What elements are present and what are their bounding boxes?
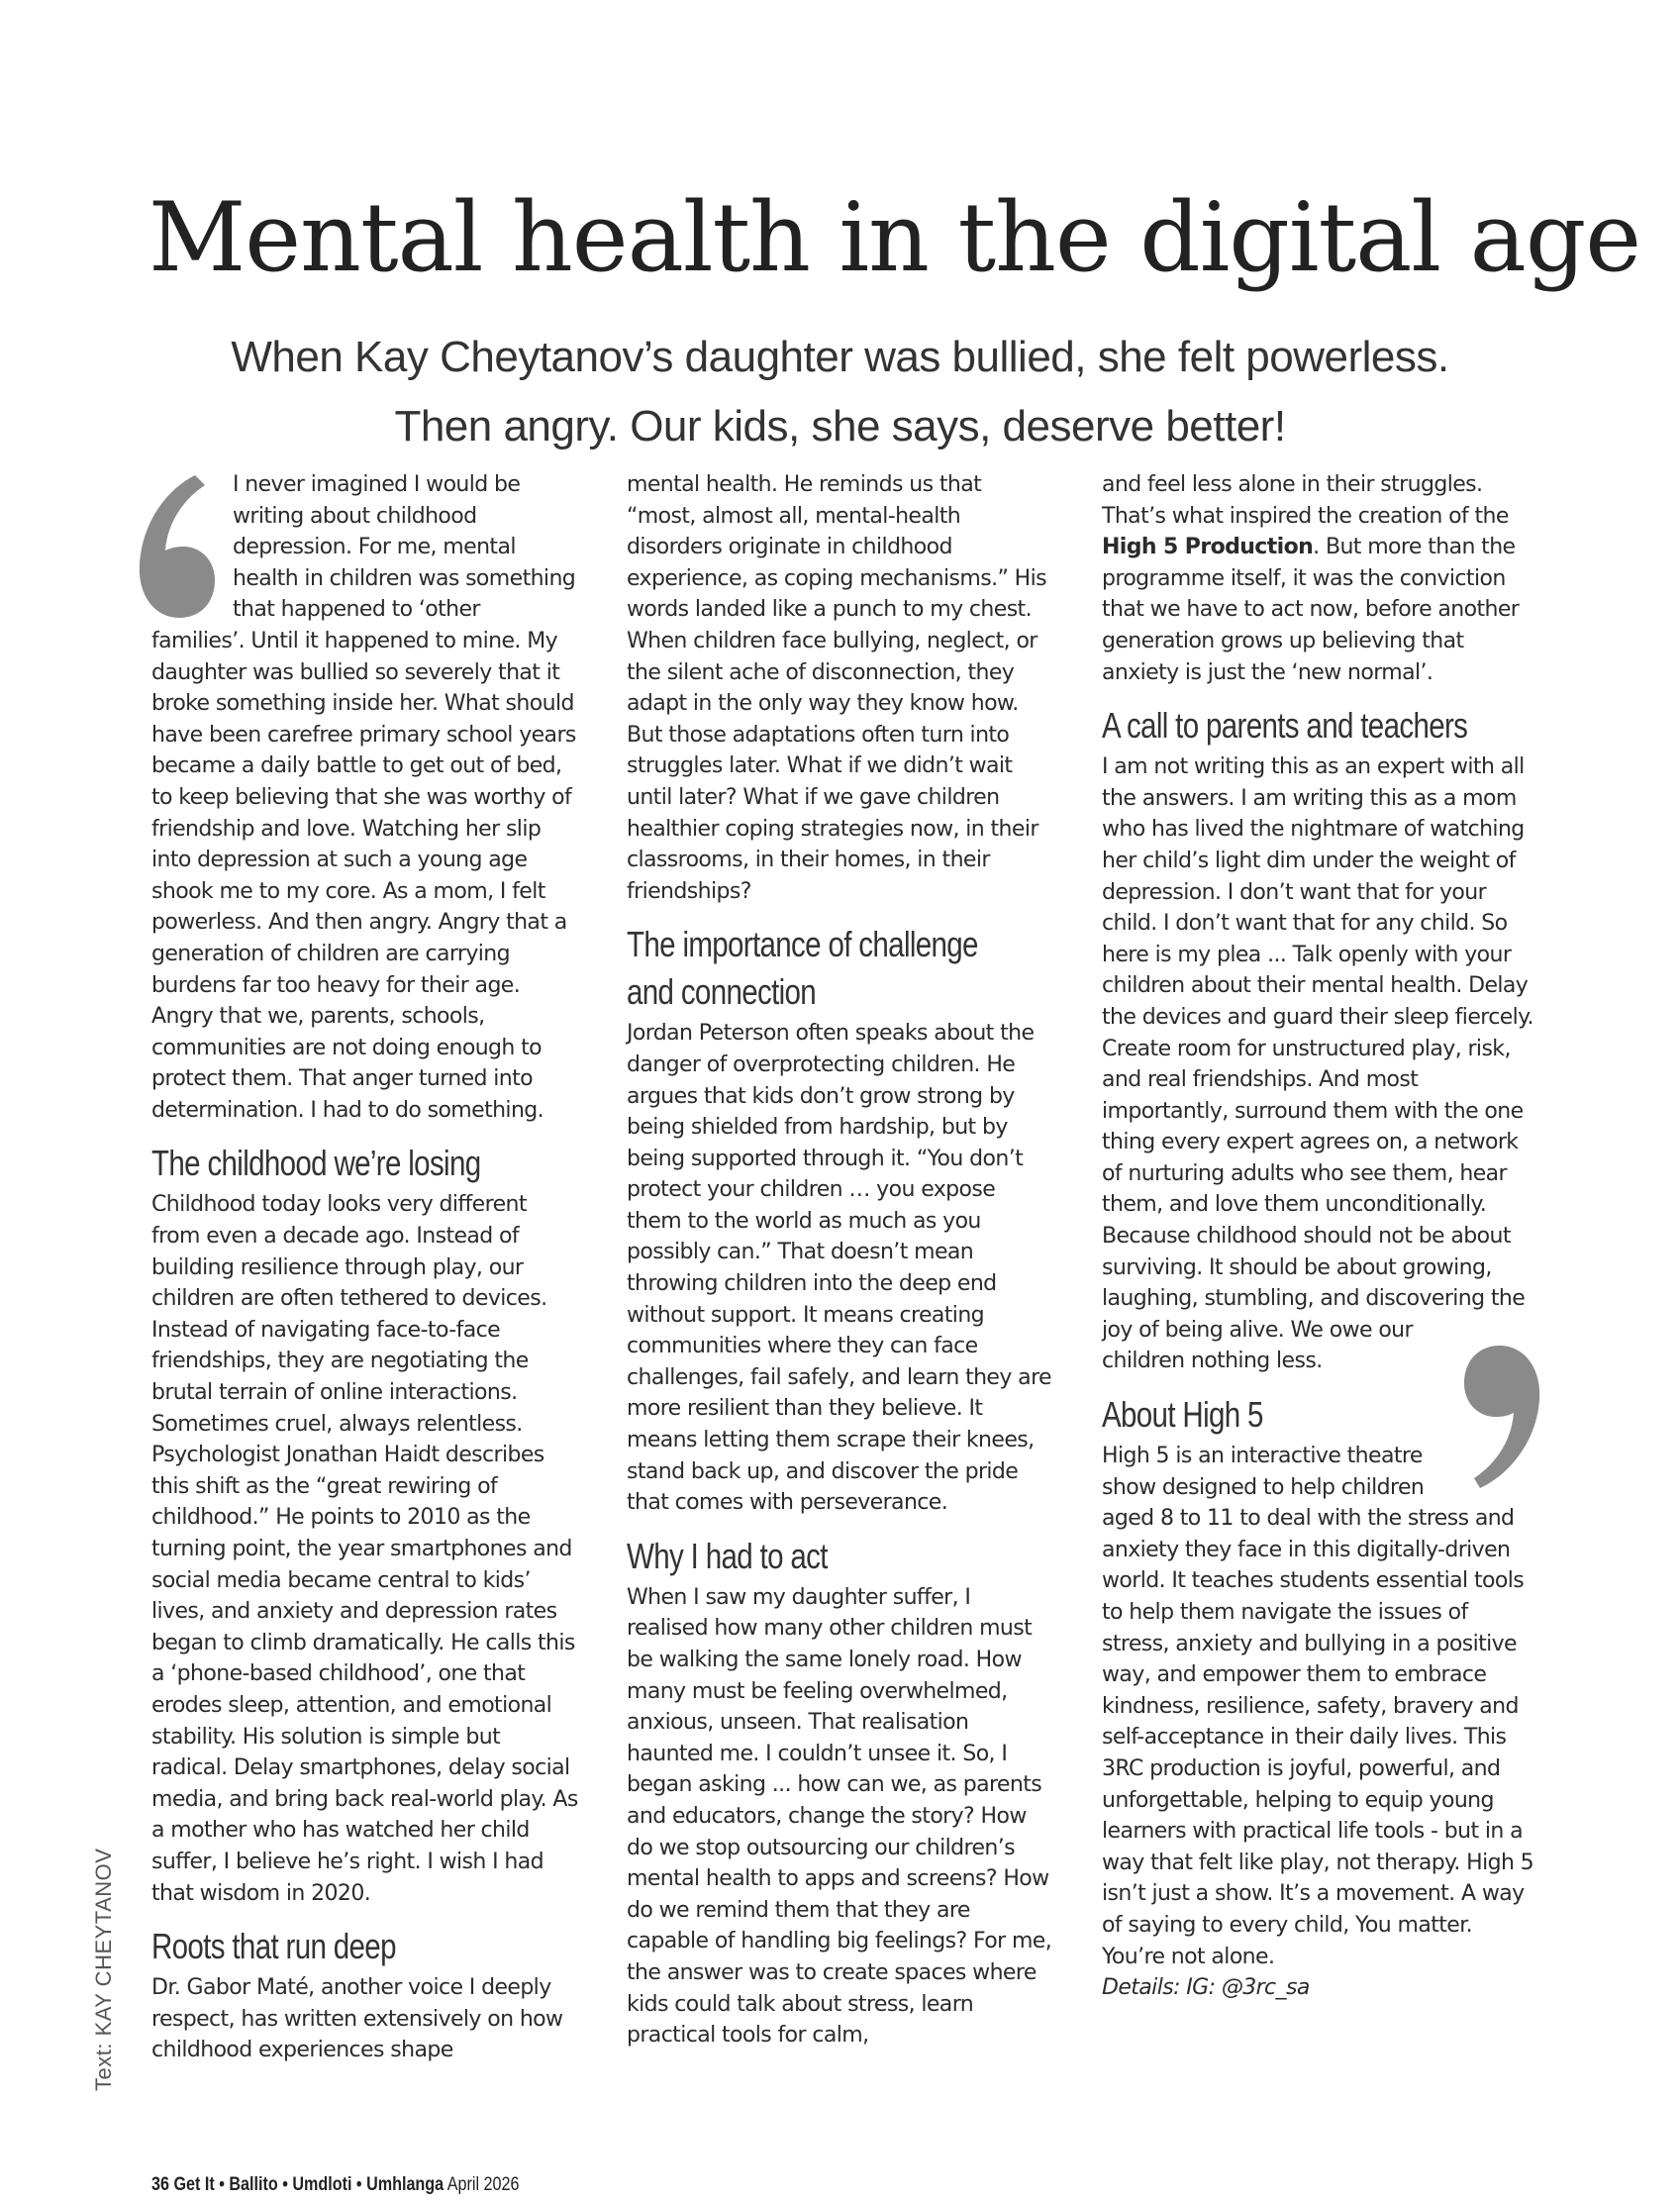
author-credit: Text: KAY CHEYTANOV [91,1848,116,2091]
paragraph-challenge: Jordan Peterson often speaks about the danger of overprotecting children. He argues that kids don’t grow strong by being shielded from hardship, but by being supported through it. “You don’t protect your children … you expose them to the world as much as you possibly can.” That doesn’t mean throwing children into the deep end without support. It means creating communities where they can face challenges, fail safely, and learn they are more resilient than they believe. It means letting them scrape their knees, stand back up, and discover the pride that comes with perseverance. [627,1021,1051,1516]
heading-challenge-line-1: The importance of challenge [627,924,978,965]
heading-challenge-line-2: and connection [627,971,817,1013]
article-column-1 [151,469,579,2066]
paragraph-childhood-losing: Childhood today looks very different from even a decade ago. Instead of building resilience through play, our children are often tethered to devices. Instead of navigating face-to-face friendships, they are negotiating the brutal terrain of online interactions. Sometimes cruel, always relentless. Psychologist Jonathan Haidt describes this shift as the “great rewiring of childhood.” He points to 2010 as the turning point, the year smartphones and social media became central to kids’ lives, and anxiety and depression rates began to climb dramatically. He calls this a ‘phone-based childhood’, one that erodes sleep, attention, and emotional stability. His solution is simple but radical. Delay smartphones, delay social media, and bring back real-world play. As a mother who has watched her child suffer, I believe he’s right. I wish I had that wisdom in 2020. [151,1192,578,1906]
page-number: 36 [151,2174,169,2195]
article-column-3 [1102,469,1537,2004]
paragraph-about-high5: High 5 is an interactive theatre show designed to help children aged 8 to 11 to deal with the stress and anxiety they face in this digitally-driven world. It teaches students essential tools to help them navigate the issues of stress, anxiety and bullying in a positive way, and empower them to embrace kindness, resilience, safety, bravery and self-acceptance in their daily lives. This 3RC production is joyful, powerful, and unforgettable, helping to equip young learners with practical life tools - but in a way that felt like play, not therapy. High 5 isn’t just a show. It’s a movement. A way of saying to every child, You matter. You’re not alone. [1102,1444,1534,1969]
paragraph-high5-part-a: and feel less alone in their struggles. That’s what inspired the creation of the [1102,472,1509,529]
heading-why-act: Why I had to act [627,1535,828,1576]
paragraph-why-act: When I saw my daughter suffer, I realised how many other children must be walking the same lonely road. How many must be feeling overwhelmed, anxious, unseen. That realisation haunted me. I couldn’t unsee it. So, I began asking ... how can we, as parents and educators, change the story? How do we stop outsourcing our children’s mental health to apps and screens? How do we remind them that they are capable of handling big feelings? For me, the answer was to create spaces where kids could talk about stress, learn practical tools for calm, [627,1584,1052,2049]
heading-call-to-parents: A call to parents and teachers [1102,705,1468,747]
article-subtitle-line-2: Then angry. Our kids, she says, deserve better! [394,402,1286,450]
details-instagram: Details: IG: @3rc_sa [1102,1975,1310,2001]
open-quote-icon [134,469,221,624]
paragraph-mate-continued: mental health. He reminds us that “most, almost all, mental-health disorders originate in childhood experience, as coping mechanisms.” His words landed like a punch to my chest. When children face bullying, neglect, or the silent ache of disconnection, they adapt in the only way they know how. But those adaptations often turn into struggles later. What if we didn’t wait until later? What if we gave children healthier coping strategies now, in their classrooms, in their homes, in their friendships? [627,472,1046,904]
heading-about-high5: About High 5 [1102,1394,1263,1436]
paragraph-high5-part-b: . But more than the programme itself, it was the conviction that we have to act now, before another generation grows up believing that anxiety is just the ‘new normal’. [1102,535,1520,685]
publication-regions: • Ballito • Umdloti • Umhlanga [219,2174,445,2195]
heading-childhood-losing: The childhood we’re losing [151,1143,481,1184]
close-quote-icon [1450,1340,1547,1494]
article-column-2 [627,469,1054,2052]
publication-name: Get It [173,2174,215,2195]
paragraph-high5-continued [1102,469,1537,688]
high5-production-name: High 5 Production [1102,535,1314,560]
paragraph-roots: Dr. Gabor Maté, another voice I deeply respect, has written extensively on how childhood experiences shape [151,1975,563,2063]
page-footer [151,2174,519,2196]
heading-roots: Roots that run deep [151,1926,396,1967]
article-subtitle-line-1: When Kay Cheytanov’s daughter was bullied, she felt powerless. [231,333,1449,381]
intro-paragraph: I never imagined I would be writing about childhood depression. For me, mental health in children was something that happened to ‘other families’. Until it happened to mine. My daughter was bullied so severely that it broke something inside her. What should have been carefree primary school years became a daily battle to get out of bed, to keep believing that she was worthy of friendship and love. Watching her slip into depression at such a young age shook me to my core. As a mom, I felt powerless. And then angry. Angry that a generation of children are carrying burdens far too heavy for their age. Angry that we, parents, schools, communities are not doing enough to protect them. That anger turned into determination. I had to do something. [151,472,576,1123]
publication-date: April 2026 [446,2174,520,2195]
article-title: Mental health in the digital age [148,182,1641,293]
paragraph-call-text: I am not writing this as an expert with all the answers. I am writing this as a mom who has lived the nightmare of watching her child’s light dim under the weight of depression. I don’t want that for your child. I don’t want that for any child. So here is my plea ... Talk openly with your children about their mental health. Delay the devices and guard their sleep fiercely. Create room for unstructured play, risk, and real friendships. And most importantly, surround them with the one thing every expert agrees on, a network of nurturing adults who see them, hear them, and love them unconditionally. Because childhood should not be about surviving. It should be about growing, laughing, stumbling, and discovering the joy of being alive. We owe our children nothing less. [1102,754,1533,1374]
paragraph-call-to-parents [1102,751,1537,1377]
